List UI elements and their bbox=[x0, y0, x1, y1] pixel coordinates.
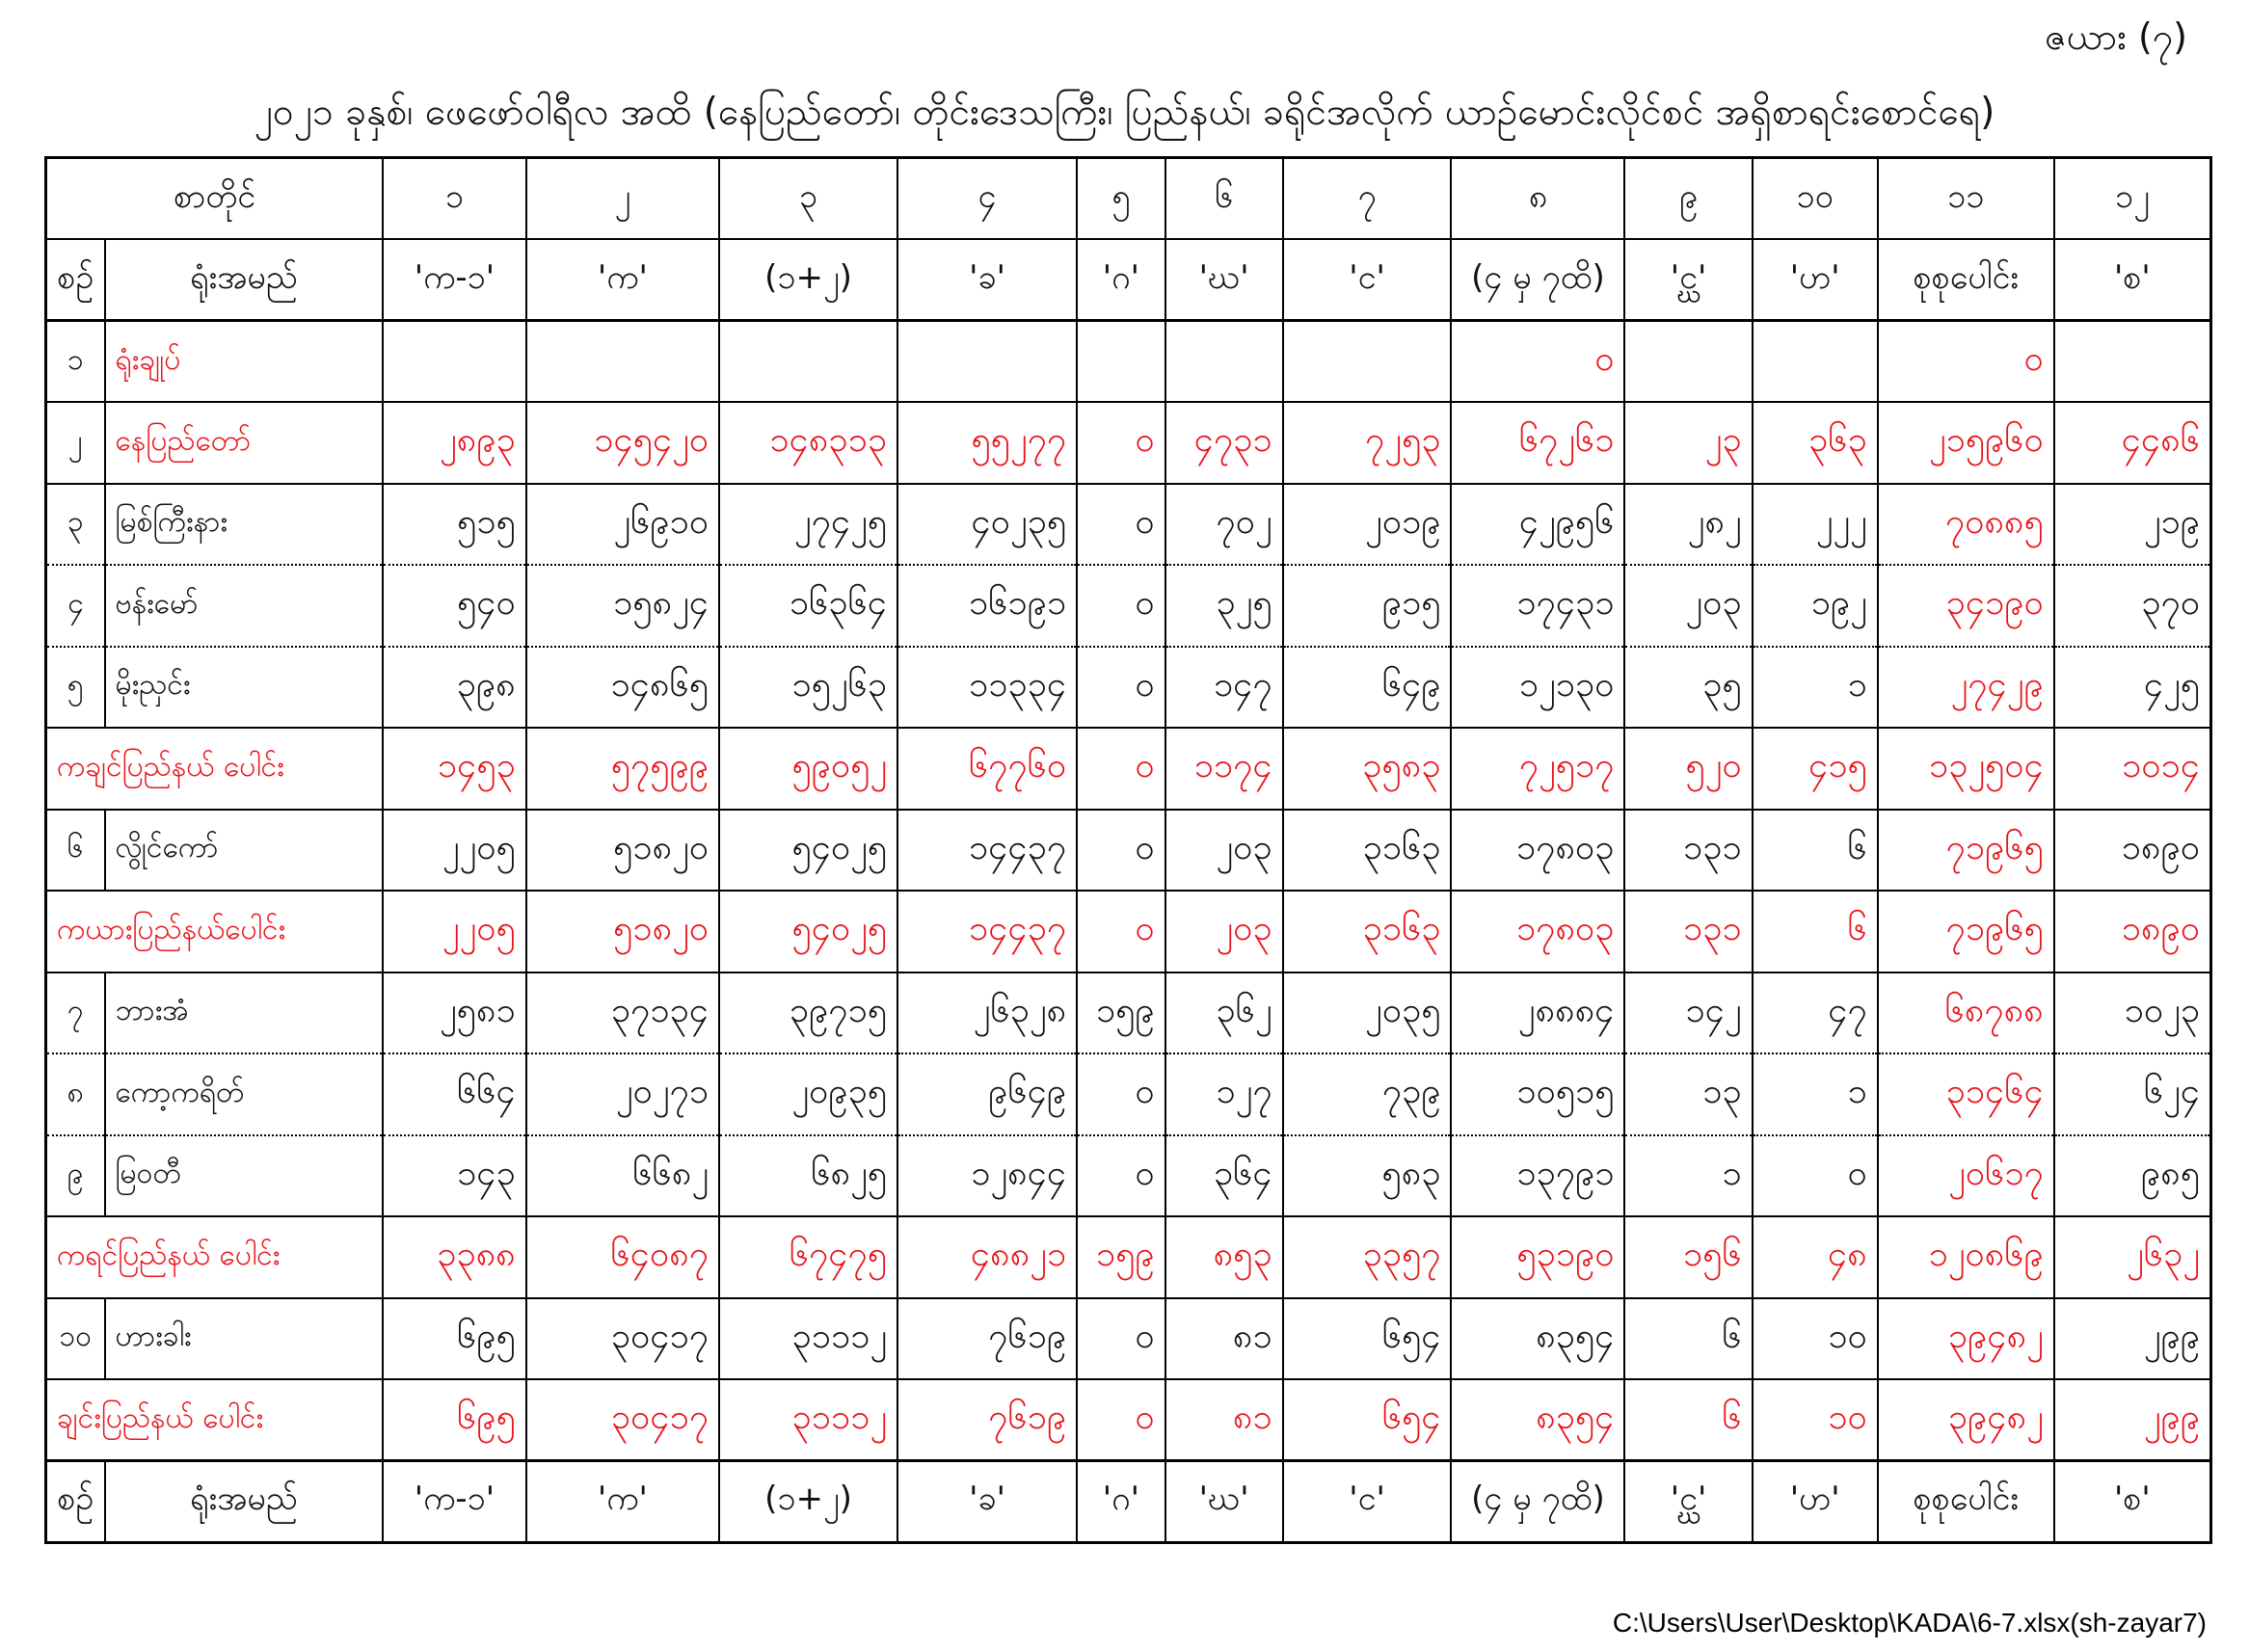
value-cell: ၃၉၈ bbox=[383, 647, 525, 729]
value-cell: ၅၁၈၂၀ bbox=[526, 810, 719, 892]
document-title: ၂၀၂၁ ခုနှစ်၊ ဖေဖော်ဝါရီလ အထိ (နေပြည်တော်၊ တိုင်းဒေသကြီး၊ ပြည်နယ်၊ ခရိုင်အလိုက် ယာဉ်မောင်းလိုင်စင် အရှိစာရင်းစောင်ရေ) bbox=[254, 91, 1995, 134]
value-cell: ၁၀ bbox=[1753, 1379, 1878, 1461]
license-type-footer: 'ဃ' bbox=[1165, 1461, 1283, 1543]
value-cell: ၁၂၇ bbox=[1165, 1053, 1283, 1135]
header-row-license-types bbox=[46, 239, 2211, 321]
value-cell: ၅၂၀ bbox=[1624, 728, 1752, 810]
value-cell bbox=[1077, 321, 1165, 403]
value-cell: ၃၁၄၆၄ bbox=[1878, 1053, 2054, 1135]
value-cell: ၅၉၀၅၂ bbox=[719, 728, 897, 810]
table-row-subtotal bbox=[46, 891, 2211, 973]
value-cell: ၁၀၂၃ bbox=[2054, 973, 2211, 1054]
value-cell: ၁၆၁၉၁ bbox=[897, 565, 1077, 647]
office-header: ရုံးအမည် bbox=[105, 239, 384, 321]
value-cell bbox=[383, 321, 525, 403]
value-cell: ၃၁၆၃ bbox=[1283, 891, 1452, 973]
header-row-column-numbers bbox=[46, 158, 2211, 240]
value-cell: ၃၅၈၃ bbox=[1283, 728, 1452, 810]
license-type-header: 'င' bbox=[1283, 239, 1452, 321]
license-type-header: 'ဃ' bbox=[1165, 239, 1283, 321]
row-serial-number: ၈ bbox=[46, 1053, 105, 1135]
office-name: ကော့ကရိတ် bbox=[105, 1053, 384, 1135]
value-cell: ၇၁၉၆၅ bbox=[1878, 891, 2054, 973]
value-cell: ၀ bbox=[1077, 1053, 1165, 1135]
value-cell: ၂၉၉ bbox=[2054, 1379, 2211, 1461]
table-row bbox=[46, 402, 2211, 484]
value-cell: ၆ bbox=[1753, 810, 1878, 892]
row-serial-number: ၅ bbox=[46, 647, 105, 729]
value-cell: ၉၁၅ bbox=[1283, 565, 1452, 647]
column-number: ၇ bbox=[1283, 158, 1452, 240]
value-cell: ၆ bbox=[1753, 891, 1878, 973]
value-cell: ၃၄၁၉၀ bbox=[1878, 565, 2054, 647]
value-cell: ၁၅၉ bbox=[1077, 973, 1165, 1054]
column-number: ၁ bbox=[383, 158, 525, 240]
office-name: မြစ်ကြီးနား bbox=[105, 484, 384, 566]
value-cell: ၆ bbox=[1624, 1298, 1752, 1380]
value-cell: ၈၃၅၄ bbox=[1451, 1298, 1624, 1380]
value-cell: ၃၅ bbox=[1624, 647, 1752, 729]
footer-row-license-types bbox=[46, 1461, 2211, 1543]
value-cell: ၀ bbox=[1077, 1379, 1165, 1461]
value-cell: ၃၉၄၈၂ bbox=[1878, 1379, 2054, 1461]
value-cell: ၃၂၅ bbox=[1165, 565, 1283, 647]
value-cell: ၀ bbox=[1077, 891, 1165, 973]
page-label: ဇယား (၇) bbox=[2045, 15, 2187, 58]
column-number: ၃ bbox=[719, 158, 897, 240]
row-serial-number: ၂ bbox=[46, 402, 105, 484]
serial-header: စဉ် bbox=[46, 239, 105, 321]
row-serial-number: ၉ bbox=[46, 1135, 105, 1217]
value-cell: ၀ bbox=[1878, 321, 2054, 403]
license-table bbox=[44, 156, 2212, 1544]
value-cell: ၁၄၅၃ bbox=[383, 728, 525, 810]
value-cell: ၂၀၃ bbox=[1624, 565, 1752, 647]
value-cell: ၁၆၃၆၄ bbox=[719, 565, 897, 647]
license-type-footer: 'င' bbox=[1283, 1461, 1452, 1543]
license-type-footer: 'င္ဃ' bbox=[1624, 1461, 1752, 1543]
value-cell: ၃၉၇၁၅ bbox=[719, 973, 897, 1054]
value-cell: ၁၇၈၀၃ bbox=[1451, 810, 1624, 892]
value-cell: ၁၀ bbox=[1753, 1298, 1878, 1380]
column-number: ၁၂ bbox=[2054, 158, 2211, 240]
license-type-header: စုစုပေါင်း bbox=[1878, 239, 2054, 321]
value-cell: ၅၃၁၉၀ bbox=[1451, 1216, 1624, 1298]
value-cell bbox=[1283, 321, 1452, 403]
value-cell: ၁ bbox=[1753, 647, 1878, 729]
value-cell: ၂၃ bbox=[1624, 402, 1752, 484]
value-cell: ၂၈၂ bbox=[1624, 484, 1752, 566]
value-cell: ၁ bbox=[1624, 1135, 1752, 1217]
value-cell: ၁၇၈၀၃ bbox=[1451, 891, 1624, 973]
value-cell: ၈၁ bbox=[1165, 1298, 1283, 1380]
table-row-subtotal bbox=[46, 1379, 2211, 1461]
value-cell: ၂၂၂ bbox=[1753, 484, 1878, 566]
value-cell: ၇၁၉၆၅ bbox=[1878, 810, 2054, 892]
value-cell: ၄၇ bbox=[1753, 973, 1878, 1054]
value-cell: ၂၇၄၂၉ bbox=[1878, 647, 2054, 729]
value-cell: ၂၀၃ bbox=[1165, 810, 1283, 892]
office-name: ဗန်းမော် bbox=[105, 565, 384, 647]
license-type-header: (၁+၂) bbox=[719, 239, 897, 321]
value-cell: ၇၀၂ bbox=[1165, 484, 1283, 566]
license-type-header: 'င္ဃ' bbox=[1624, 239, 1752, 321]
value-cell: ၂၂၀၅ bbox=[383, 891, 525, 973]
value-cell: ၃၃၅၇ bbox=[1283, 1216, 1452, 1298]
value-cell: ၁၄၈၃၁၃ bbox=[719, 402, 897, 484]
value-cell: ၂၈၉၃ bbox=[383, 402, 525, 484]
value-cell: ၀ bbox=[1077, 1298, 1165, 1380]
column-number: ၂ bbox=[526, 158, 719, 240]
subtotal-label: ကချင်ပြည်နယ် ပေါင်း bbox=[46, 728, 384, 810]
value-cell: ၆၉၅ bbox=[383, 1379, 525, 1461]
license-type-header: 'က-၁' bbox=[383, 239, 525, 321]
value-cell: ၉၆၄၉ bbox=[897, 1053, 1077, 1135]
table-body bbox=[46, 158, 2211, 1461]
value-cell: ၃၀၄၁၇ bbox=[526, 1379, 719, 1461]
value-cell: ၆၅၄ bbox=[1283, 1298, 1452, 1380]
column-number: ၄ bbox=[897, 158, 1077, 240]
value-cell: ၈၅၃ bbox=[1165, 1216, 1283, 1298]
office-name: ရုံးချုပ် bbox=[105, 321, 384, 403]
value-cell: ၁၀၅၁၅ bbox=[1451, 1053, 1624, 1135]
license-type-header: 'စ' bbox=[2054, 239, 2211, 321]
value-cell: ၇၀၈၈၅ bbox=[1878, 484, 2054, 566]
value-cell: ၂၀၃ bbox=[1165, 891, 1283, 973]
value-cell: ၁၄၇ bbox=[1165, 647, 1283, 729]
value-cell: ၃၇၀ bbox=[2054, 565, 2211, 647]
column-label-header: စာတိုင် bbox=[46, 158, 384, 240]
value-cell: ၄၄၈၆ bbox=[2054, 402, 2211, 484]
value-cell: ၀ bbox=[1451, 321, 1624, 403]
license-type-footer: စုစုပေါင်း bbox=[1878, 1461, 2054, 1543]
value-cell: ၀ bbox=[1077, 810, 1165, 892]
value-cell: ၆၉၅ bbox=[383, 1298, 525, 1380]
value-cell: ၃၁၆၃ bbox=[1283, 810, 1452, 892]
value-cell: ၄၁၅ bbox=[1753, 728, 1878, 810]
value-cell: ၆၄၉ bbox=[1283, 647, 1452, 729]
value-cell: ၃၆၃ bbox=[1753, 402, 1878, 484]
value-cell bbox=[719, 321, 897, 403]
value-cell: ၆၅၄ bbox=[1283, 1379, 1452, 1461]
table-row bbox=[46, 1135, 2211, 1217]
value-cell: ၈၃၅၄ bbox=[1451, 1379, 1624, 1461]
value-cell bbox=[897, 321, 1077, 403]
value-cell: ၁၁၇၄ bbox=[1165, 728, 1283, 810]
value-cell: ၃၇၁၃၄ bbox=[526, 973, 719, 1054]
value-cell: ၄၀၂၃၅ bbox=[897, 484, 1077, 566]
value-cell: ၁၈၉၀ bbox=[2054, 810, 2211, 892]
value-cell: ၄၂၉၅၆ bbox=[1451, 484, 1624, 566]
value-cell bbox=[1624, 321, 1752, 403]
value-cell: ၁ bbox=[1753, 1053, 1878, 1135]
license-type-footer: (၄ မှ ၇ထိ) bbox=[1451, 1461, 1624, 1543]
value-cell: ၃၁၁၁၂ bbox=[719, 1298, 897, 1380]
value-cell: ၂၆၃၂၈ bbox=[897, 973, 1077, 1054]
value-cell: ၄၈ bbox=[1753, 1216, 1878, 1298]
office-name: မြဝတီ bbox=[105, 1135, 384, 1217]
value-cell: ၂၉၉ bbox=[2054, 1298, 2211, 1380]
value-cell: ၀ bbox=[1753, 1135, 1878, 1217]
value-cell: ၅၄၀၂၅ bbox=[719, 891, 897, 973]
value-cell: ၁၃၂၅၀၄ bbox=[1878, 728, 2054, 810]
license-type-footer: (၁+၂) bbox=[719, 1461, 897, 1543]
value-cell: ၁၃ bbox=[1624, 1053, 1752, 1135]
license-type-footer: 'က' bbox=[526, 1461, 719, 1543]
license-type-header: 'ခ' bbox=[897, 239, 1077, 321]
value-cell: ၀ bbox=[1077, 565, 1165, 647]
value-cell: ၁၉၂ bbox=[1753, 565, 1878, 647]
value-cell bbox=[2054, 321, 2211, 403]
table-row-subtotal bbox=[46, 728, 2211, 810]
value-cell: ၂၇၄၂၅ bbox=[719, 484, 897, 566]
value-cell bbox=[1753, 321, 1878, 403]
row-serial-number: ၁ bbox=[46, 321, 105, 403]
value-cell: ၁၃၇၉၁ bbox=[1451, 1135, 1624, 1217]
value-cell: ၂၀၆၁၇ bbox=[1878, 1135, 2054, 1217]
license-type-footer: 'ဟ' bbox=[1753, 1461, 1878, 1543]
value-cell: ၃၉၄၈၂ bbox=[1878, 1298, 2054, 1380]
license-type-footer: 'ဂ' bbox=[1077, 1461, 1165, 1543]
value-cell: ၄၂၅ bbox=[2054, 647, 2211, 729]
value-cell: ၁၄၂ bbox=[1624, 973, 1752, 1054]
value-cell: ၃၆၄ bbox=[1165, 1135, 1283, 1217]
value-cell: ၁၅၈၂၄ bbox=[526, 565, 719, 647]
value-cell: ၁၅၉ bbox=[1077, 1216, 1165, 1298]
value-cell: ၁၇၄၃၁ bbox=[1451, 565, 1624, 647]
value-cell: ၅၁၈၂၀ bbox=[526, 891, 719, 973]
value-cell: ၉၈၅ bbox=[2054, 1135, 2211, 1217]
office-name: လွိုင်ကော် bbox=[105, 810, 384, 892]
value-cell: ၁၂၈၄၄ bbox=[897, 1135, 1077, 1217]
row-serial-number: ၇ bbox=[46, 973, 105, 1054]
value-cell: ၆၄၀၈၇ bbox=[526, 1216, 719, 1298]
value-cell: ၆၇၄၇၅ bbox=[719, 1216, 897, 1298]
license-type-footer: 'စ' bbox=[2054, 1461, 2211, 1543]
table-row bbox=[46, 565, 2211, 647]
table-row bbox=[46, 321, 2211, 403]
value-cell: ၇၂၅၁၇ bbox=[1451, 728, 1624, 810]
value-cell: ၁၄၄၃၇ bbox=[897, 810, 1077, 892]
column-number: ၁၁ bbox=[1878, 158, 2054, 240]
value-cell: ၃၃၈၈ bbox=[383, 1216, 525, 1298]
column-number: ၅ bbox=[1077, 158, 1165, 240]
value-cell: ၆၈၇၈၈ bbox=[1878, 973, 2054, 1054]
value-cell: ၂၈၈၈၄ bbox=[1451, 973, 1624, 1054]
row-serial-number: ၄ bbox=[46, 565, 105, 647]
value-cell: ၄၈၈၂၁ bbox=[897, 1216, 1077, 1298]
value-cell: ၁၅၂၆၃ bbox=[719, 647, 897, 729]
value-cell: ၂၀၃၅ bbox=[1283, 973, 1452, 1054]
file-path: C:\Users\User\Desktop\KADA\6-7.xlsx(sh-zayar7) bbox=[1612, 1608, 2207, 1638]
office-name: နေပြည်တော် bbox=[105, 402, 384, 484]
value-cell: ၁၃၁ bbox=[1624, 891, 1752, 973]
value-cell: ၆၈၂၅ bbox=[719, 1135, 897, 1217]
row-serial-number: ၆ bbox=[46, 810, 105, 892]
value-cell: ၂၀၁၉ bbox=[1283, 484, 1452, 566]
value-cell: ၄၇၃၁ bbox=[1165, 402, 1283, 484]
office-name: ဘားအံ bbox=[105, 973, 384, 1054]
value-cell: ၁၃၁ bbox=[1624, 810, 1752, 892]
value-cell: ၅၇၅၉၉ bbox=[526, 728, 719, 810]
value-cell: ၅၅၂၇၇ bbox=[897, 402, 1077, 484]
value-cell: ၂၁၉ bbox=[2054, 484, 2211, 566]
value-cell: ၀ bbox=[1077, 728, 1165, 810]
license-type-footer: 'ခ' bbox=[897, 1461, 1077, 1543]
value-cell: ၂၁၅၉၆၀ bbox=[1878, 402, 2054, 484]
value-cell: ၃၁၁၁၂ bbox=[719, 1379, 897, 1461]
value-cell: ၂၅၈၁ bbox=[383, 973, 525, 1054]
value-cell: ၅၄၀ bbox=[383, 565, 525, 647]
value-cell: ၁၅၆ bbox=[1624, 1216, 1752, 1298]
value-cell: ၅၄၀၂၅ bbox=[719, 810, 897, 892]
subtotal-label: ကယားပြည်နယ်ပေါင်း bbox=[46, 891, 384, 973]
value-cell: ၈၁ bbox=[1165, 1379, 1283, 1461]
license-type-header: 'ဟ' bbox=[1753, 239, 1878, 321]
value-cell: ၇၆၁၉ bbox=[897, 1379, 1077, 1461]
table-row bbox=[46, 1298, 2211, 1380]
column-number: ၆ bbox=[1165, 158, 1283, 240]
office-name: မိုးညှင်း bbox=[105, 647, 384, 729]
value-cell bbox=[526, 321, 719, 403]
value-cell bbox=[1165, 321, 1283, 403]
value-cell: ၆၆၈၂ bbox=[526, 1135, 719, 1217]
value-cell: ၁၄၈၆၅ bbox=[526, 647, 719, 729]
value-cell: ၂၆၉၁၀ bbox=[526, 484, 719, 566]
table-row-subtotal bbox=[46, 1216, 2211, 1298]
value-cell: ၁၀၁၄ bbox=[2054, 728, 2211, 810]
office-name: ဟားခါး bbox=[105, 1298, 384, 1380]
value-cell: ၁၂၁၃၀ bbox=[1451, 647, 1624, 729]
value-cell: ၆၇၇၆၀ bbox=[897, 728, 1077, 810]
value-cell: ၂၂၀၅ bbox=[383, 810, 525, 892]
license-type-footer: 'က-၁' bbox=[383, 1461, 525, 1543]
value-cell: ၁၄၅၄၂၀ bbox=[526, 402, 719, 484]
value-cell: ၀ bbox=[1077, 647, 1165, 729]
subtotal-label: ကရင်ပြည်နယ် ပေါင်း bbox=[46, 1216, 384, 1298]
value-cell: ၆၇၂၆၁ bbox=[1451, 402, 1624, 484]
value-cell: ၁၈၉၀ bbox=[2054, 891, 2211, 973]
value-cell: ၂၀၉၃၅ bbox=[719, 1053, 897, 1135]
value-cell: ၁၁၃၃၄ bbox=[897, 647, 1077, 729]
value-cell: ၆၂၄ bbox=[2054, 1053, 2211, 1135]
office-footer: ရုံးအမည် bbox=[105, 1461, 384, 1543]
value-cell: ၀ bbox=[1077, 402, 1165, 484]
value-cell: ၅၈၃ bbox=[1283, 1135, 1452, 1217]
serial-footer: စဉ် bbox=[46, 1461, 105, 1543]
table-row bbox=[46, 1053, 2211, 1135]
value-cell: ၁၂၀၈၆၉ bbox=[1878, 1216, 2054, 1298]
column-number: ၈ bbox=[1451, 158, 1624, 240]
value-cell: ၃၆၂ bbox=[1165, 973, 1283, 1054]
table-row bbox=[46, 810, 2211, 892]
row-serial-number: ၃ bbox=[46, 484, 105, 566]
value-cell: ၀ bbox=[1077, 1135, 1165, 1217]
value-cell: ၆ bbox=[1624, 1379, 1752, 1461]
row-serial-number: ၁၀ bbox=[46, 1298, 105, 1380]
value-cell: ၂၆၃၂ bbox=[2054, 1216, 2211, 1298]
table-row bbox=[46, 647, 2211, 729]
column-number: ၉ bbox=[1624, 158, 1752, 240]
column-number: ၁၀ bbox=[1753, 158, 1878, 240]
value-cell: ၃၀၄၁၇ bbox=[526, 1298, 719, 1380]
value-cell: ၀ bbox=[1077, 484, 1165, 566]
table-row bbox=[46, 973, 2211, 1054]
license-type-header: (၄ မှ ၇ထိ) bbox=[1451, 239, 1624, 321]
value-cell: ၁၄၄၃၇ bbox=[897, 891, 1077, 973]
table-row bbox=[46, 484, 2211, 566]
value-cell: ၂၀၂၇၁ bbox=[526, 1053, 719, 1135]
value-cell: ၇၃၉ bbox=[1283, 1053, 1452, 1135]
license-type-header: 'ဂ' bbox=[1077, 239, 1165, 321]
value-cell: ၁၄၃ bbox=[383, 1135, 525, 1217]
value-cell: ၅၁၅ bbox=[383, 484, 525, 566]
license-type-header: 'က' bbox=[526, 239, 719, 321]
value-cell: ၇၂၅၃ bbox=[1283, 402, 1452, 484]
value-cell: ၆၆၄ bbox=[383, 1053, 525, 1135]
subtotal-label: ချင်းပြည်နယ် ပေါင်း bbox=[46, 1379, 384, 1461]
value-cell: ၇၆၁၉ bbox=[897, 1298, 1077, 1380]
